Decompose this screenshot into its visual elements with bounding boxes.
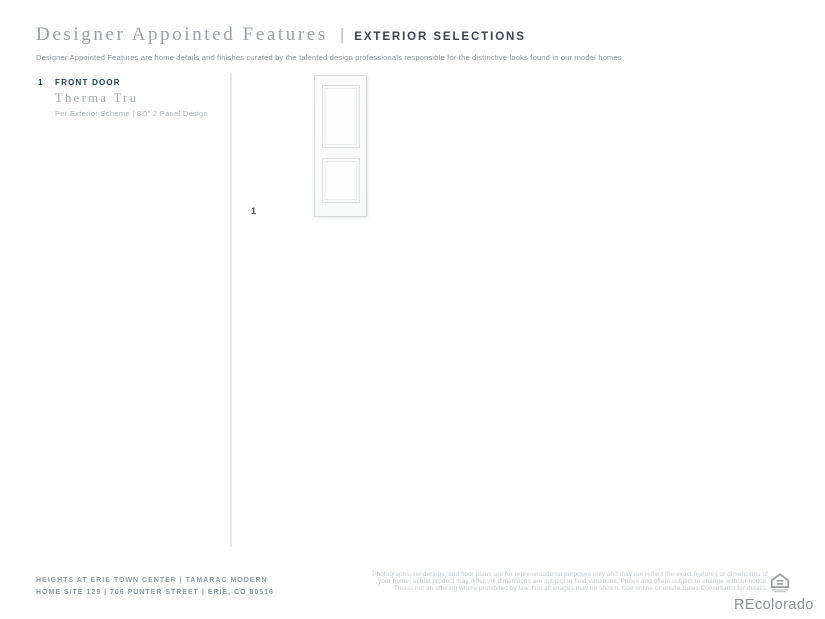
disclaimer-line-1: Photographs, renderings, and floor plans are for representational purposes only and may not reflect the exact features or dimensions of: [372, 571, 768, 578]
page-title: Designer Appointed Features: [36, 24, 328, 45]
section-title: EXTERIOR SELECTIONS: [354, 31, 526, 43]
intro-text: Designer Appointed Features are home details and finishes curated by the talented design professionals responsible for the distinctive looks found in our model homes.: [36, 53, 625, 62]
selection-heading: [38, 78, 208, 87]
header: [36, 24, 796, 62]
community-line-1: HEIGHTS AT ERIE TOWN CENTER | TAMARAC MODERN: [36, 577, 268, 584]
disclaimer-line-2: your home; actual product may differ. All dimensions are subject to field variations. Prices and offers subject to change without notice.: [377, 578, 768, 585]
vertical-divider: [230, 73, 232, 547]
title-row: [36, 24, 796, 46]
selection-brand: Therma Tru: [55, 91, 139, 105]
door-lower-panel-bevel: [325, 161, 357, 200]
selection-item-front-door: [38, 78, 208, 118]
equal-housing-opportunity-icon: [769, 572, 791, 593]
figure-number-label: 1: [251, 206, 257, 216]
selection-category: FRONT DOOR: [55, 78, 121, 87]
door-upper-panel-bevel: [325, 88, 357, 145]
recolorado-watermark: REcolorado: [734, 597, 814, 613]
disclaimer-line-3: This is not an offering where prohibited by law. Not all images may be shown. See online or onsite Sales Consultants for details.: [393, 585, 768, 592]
title-separator: |: [339, 25, 345, 44]
selection-number: 1: [38, 78, 43, 87]
legal-disclaimer: [372, 571, 768, 592]
selection-details: Per Exterior Scheme | 8'0" 2 Panel Design: [55, 109, 208, 118]
door-lower-panel: [322, 158, 360, 203]
two-panel-door-image: [314, 75, 367, 217]
community-info: [36, 575, 274, 598]
community-line-2: HOME SITE 129 | 706 PUNTER STREET | ERIE, CO 80516: [36, 588, 274, 596]
door-upper-panel: [322, 85, 360, 148]
